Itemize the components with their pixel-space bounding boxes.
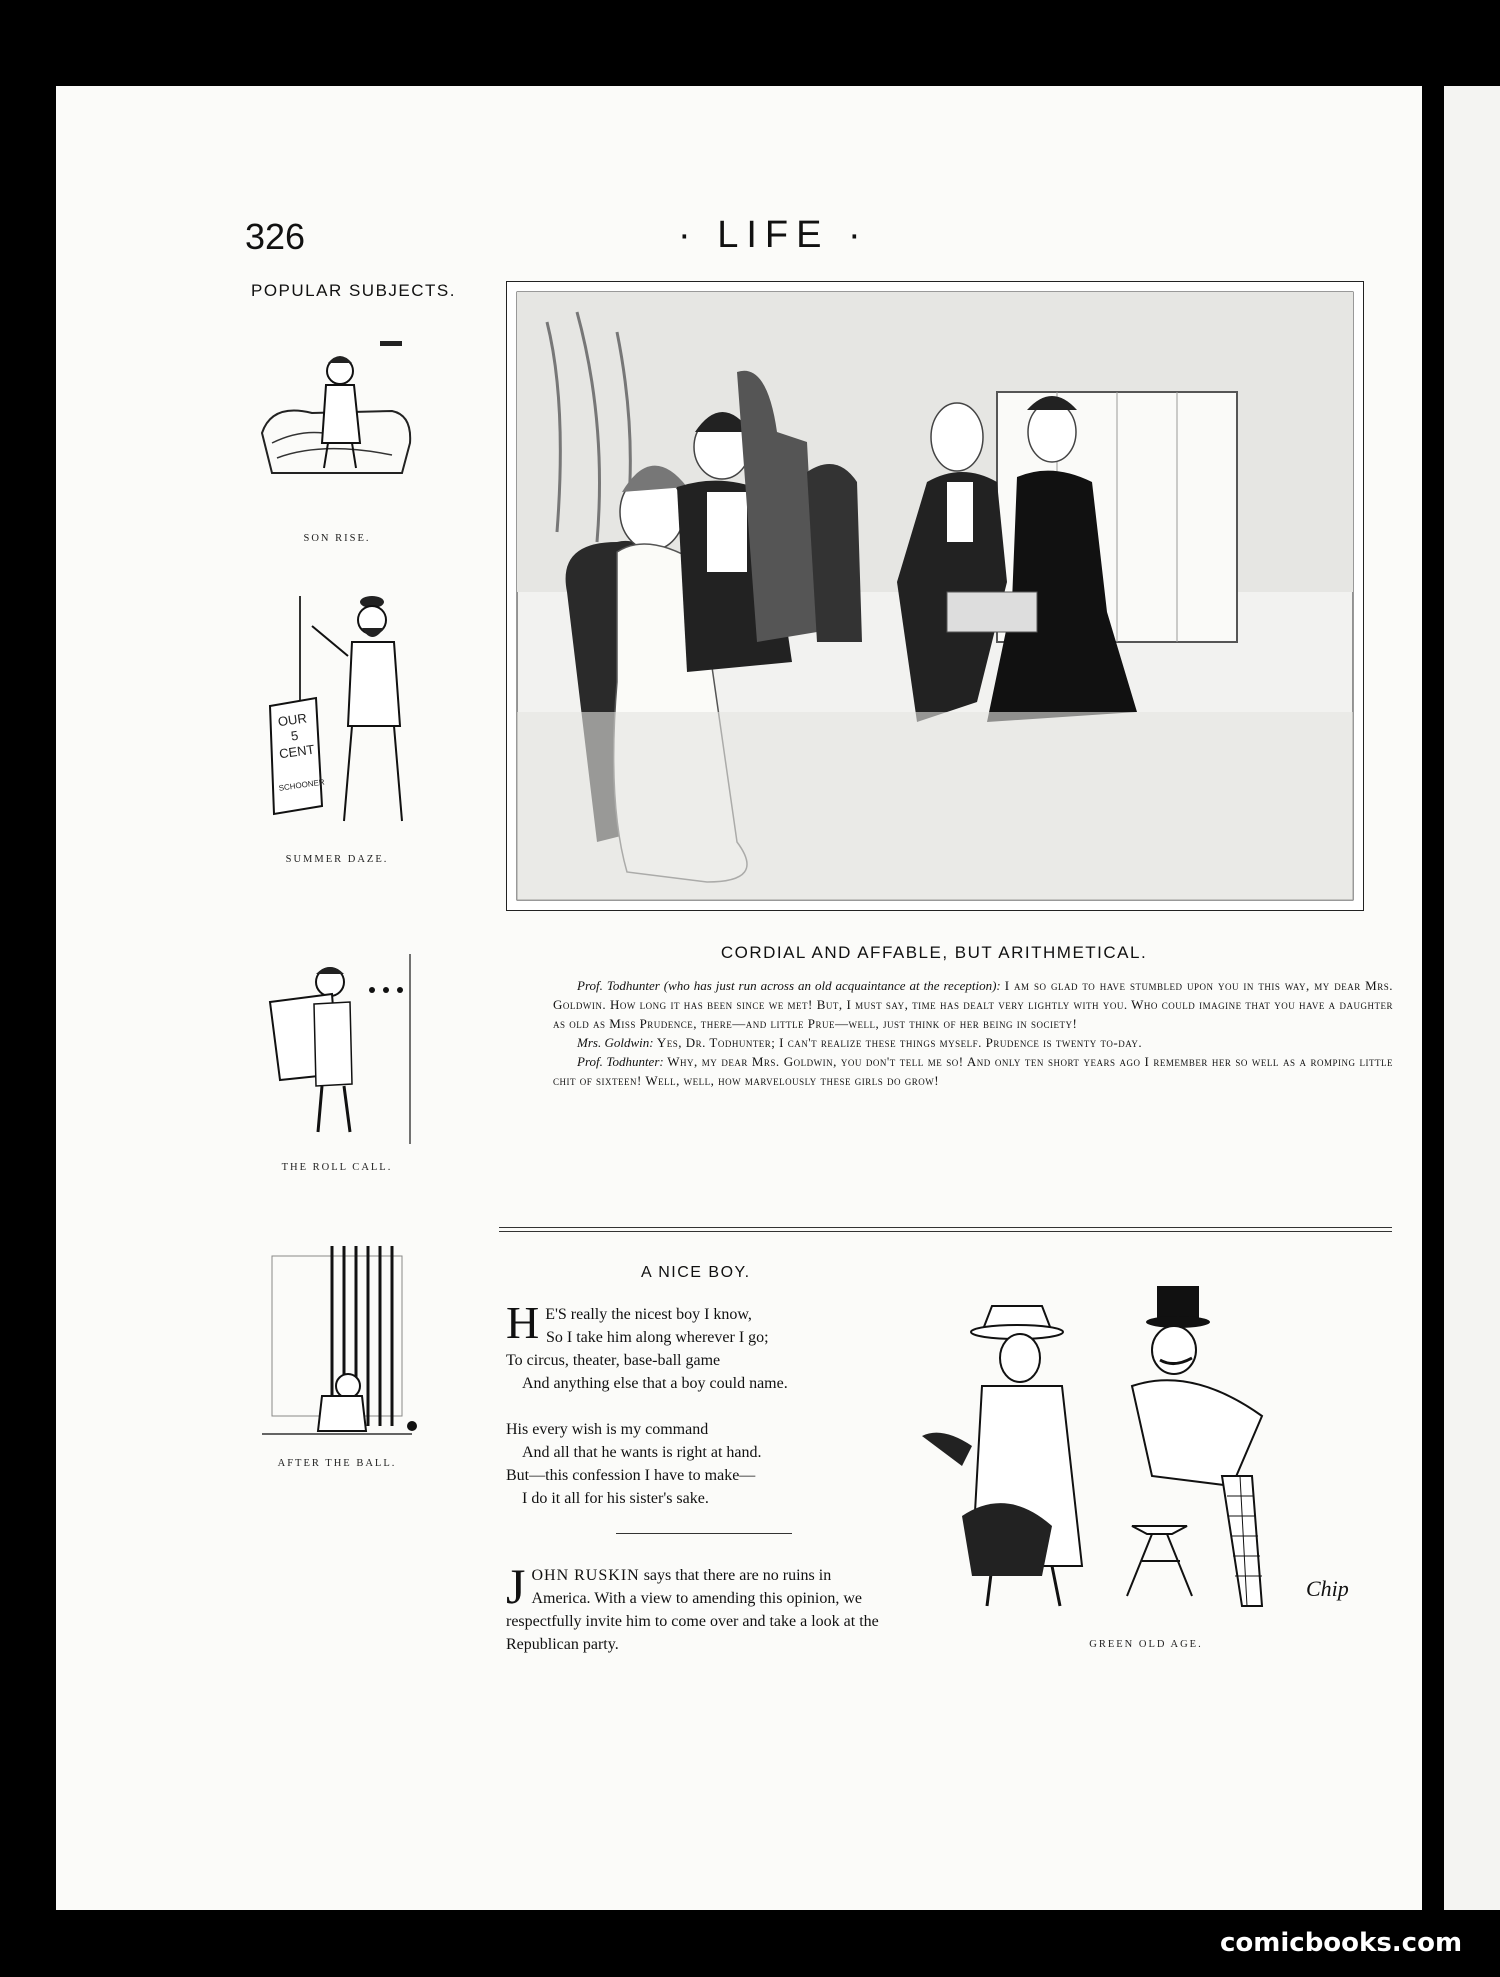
cartoon-after-the-ball — [252, 1246, 422, 1446]
cartoon-summer-daze — [252, 586, 422, 836]
page-number: 326 — [245, 216, 306, 257]
poem-drop-cap: H — [506, 1297, 540, 1348]
illustration-reception-frame — [506, 281, 1364, 911]
caption-summer-daze: SUMMER DAZE. — [285, 854, 389, 865]
dialogue-block — [553, 976, 1393, 1090]
poem-title: A NICE BOY. — [641, 1264, 751, 1281]
caption-son-rise: SON RISE. — [303, 533, 371, 544]
artist-signature: Chip — [1306, 1576, 1349, 1601]
magazine-page — [56, 86, 1422, 1910]
watermark: comicbooks.com — [1220, 1928, 1463, 1958]
section-divider — [499, 1227, 1392, 1228]
illustration-title: CORDIAL AND AFFABLE, BUT ARITHMETICAL. — [720, 943, 1148, 962]
ruskin-paragraph: JOHN RUSKIN says that there are no ruins in America. With a view to amending this opinion, we respectfully invite him to come over and take a look at the Republican party. — [506, 1558, 879, 1653]
ruskin-drop-cap: J — [506, 1558, 526, 1614]
cartoon-roll-call — [260, 954, 420, 1144]
sign-our-5-cent: OUR 5 CENT SCHOONER — [276, 710, 326, 793]
sidebar-title: POPULAR SUBJECTS. — [251, 281, 456, 300]
dialogue-line: Mrs. Goldwin: Yes, Dr. Todhunter; I can't realize these things myself. Prudence is twenty to-day. — [577, 1035, 1143, 1050]
illustration-reception-scene — [507, 282, 1363, 910]
dialogue-line: Prof. Todhunter: Why, my dear Mrs. Goldwin, you don't tell me so! And only ten short years ago I remember her so well as a romping little chit of sixteen! Well, well, how marvelously these girls do grow! — [553, 1054, 1394, 1088]
caption-green-old-age: GREEN OLD AGE. — [1089, 1639, 1203, 1650]
poem-divider — [616, 1533, 792, 1534]
section-divider — [499, 1231, 1392, 1232]
poem-body: H E'S really the nicest boy I know, So I take him along wherever I go; To circus, theater, base-ball game And anything else that a boy could name. His every wish is my command And all that he wants is right at hand. But—this confession I have to make— I do it all for his sister's sake. — [506, 1297, 788, 1507]
caption-after-the-ball: AFTER THE BALL. — [277, 1458, 397, 1469]
cartoon-son-rise — [252, 323, 422, 493]
caption-roll-call: THE ROLL CALL. — [281, 1162, 393, 1173]
dialogue-line: Prof. Todhunter (who has just run across an old acquaintance at the reception): I am so glad to have stumbled upon you in this way, my dear Mrs. Goldwin. How long it has been since we met! But, I must say, time has dealt very lightly with you. Who could imagine that you have a daughter as old as Miss Prudence, there—and little Prue—well, just think of her being in society! — [553, 978, 1393, 1031]
masthead: · LIFE · — [678, 214, 869, 256]
adjacent-page-edge — [1444, 86, 1500, 1910]
cartoon-green-old-age — [902, 1276, 1382, 1616]
